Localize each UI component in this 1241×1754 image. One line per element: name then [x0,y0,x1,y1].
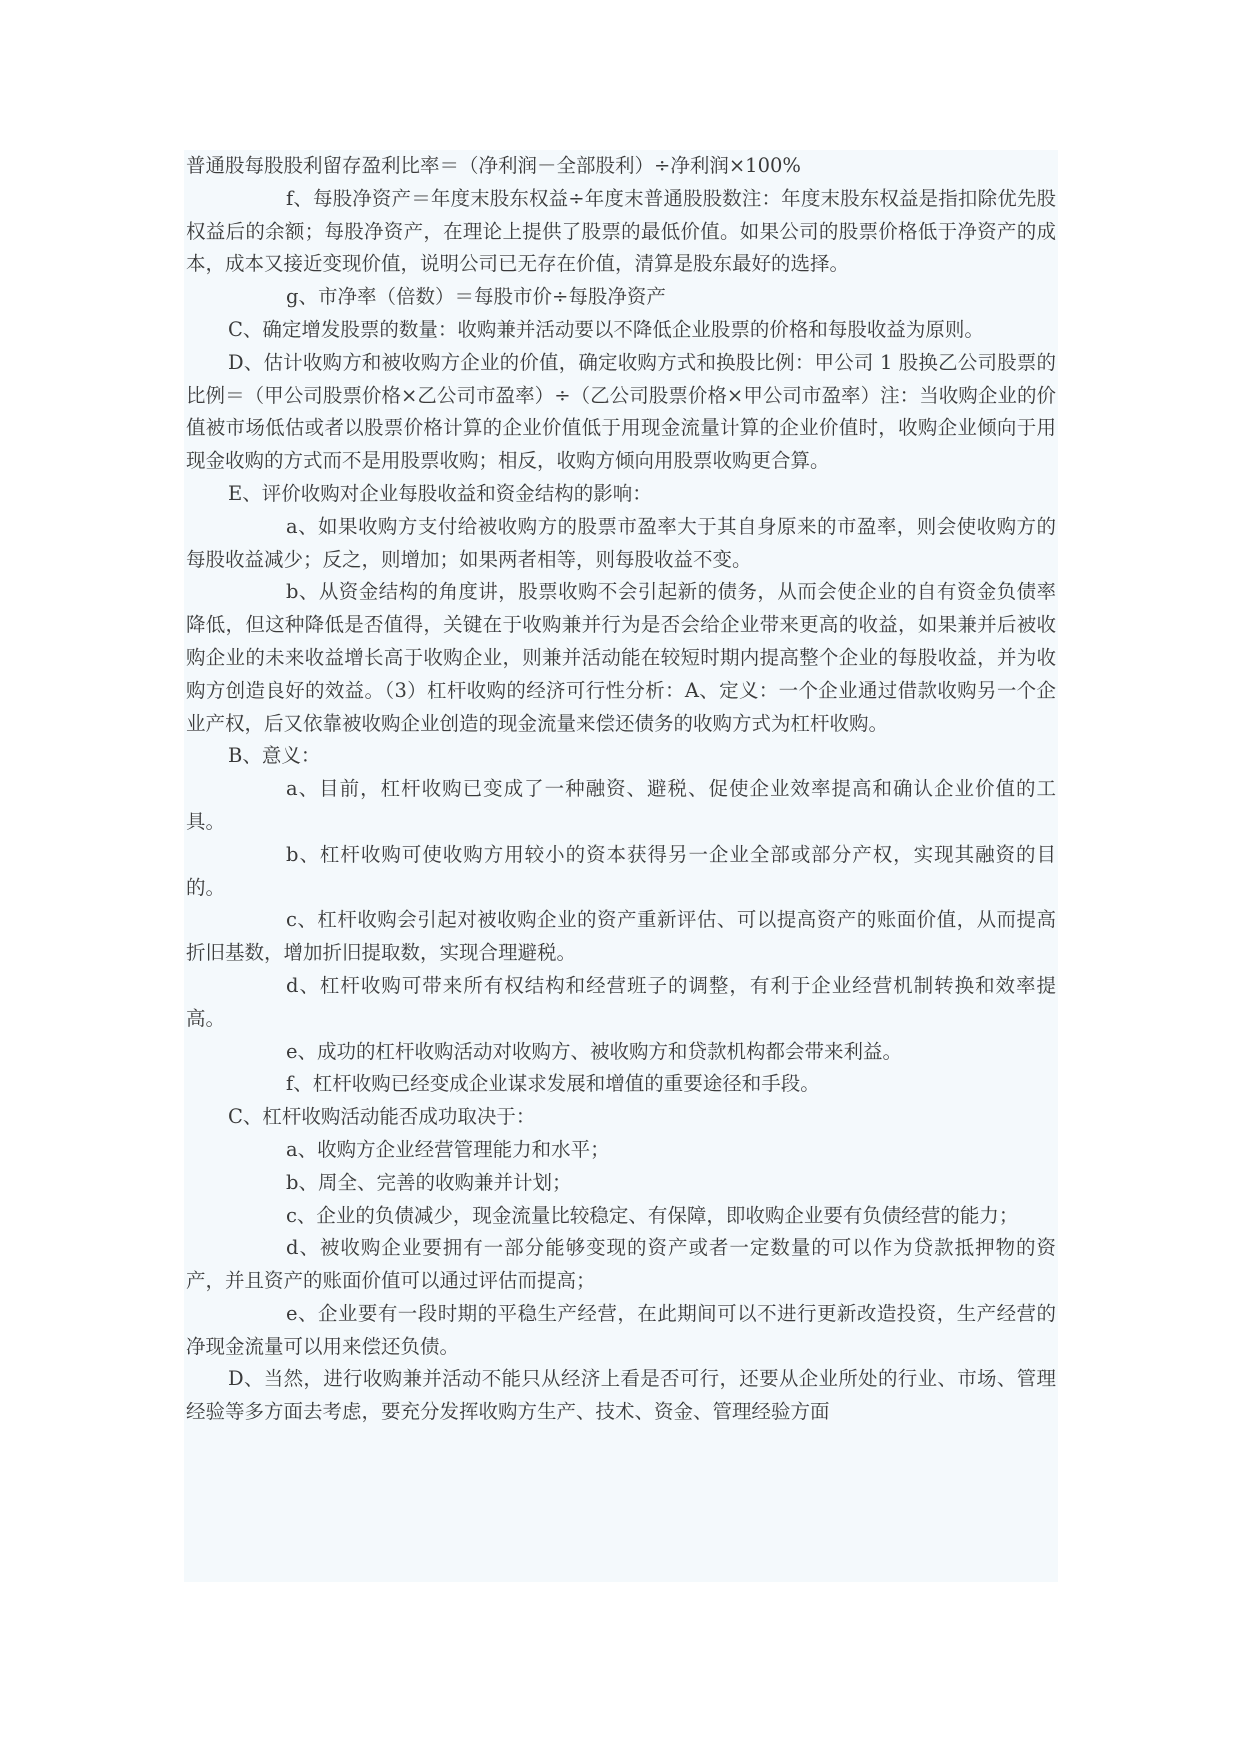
paragraph: 普通股每股股利留存盈利比率＝（净利润－全部股利）÷净利润×100% [186,154,801,177]
paragraph: e、成功的杠杆收购活动对收购方、被收购方和贷款机构都会带来利益。 [286,1039,903,1063]
paragraph: D、估计收购方和被收购方企业的价值，确定收购方式和换股比例：甲公司 1 股换乙公司股票的比例＝（甲公司股票价格×乙公司市盈率）÷（乙公司股票价格×甲公司市盈率）注：当收购企业的价值被市场低估或者以股票价格计算的企业价值低于用现金流量计算的企业价值时，收购企业倾向于用现金收购的方式而不是用股票收购；相反，收购方倾向用股票收购更合算。 [186,350,1056,473]
paragraph: C、确定增发股票的数量：收购兼并活动要以不降低企业股票的价格和每股收益为原则。 [228,317,984,341]
paragraph: f、杠杆收购已经变成企业谋求发展和增值的重要途径和手段。 [286,1072,820,1096]
paragraph: c、杠杆收购会引起对被收购企业的资产重新评估、可以提高资产的账面价值，从而提高折旧基数，增加折旧提取数，实现合理避税。 [186,908,1056,965]
paragraph: D、当然，进行收购兼并活动不能只从经济上看是否可行，还要从企业所处的行业、市场、管理经验等多方面去考虑，要充分发挥收购方生产、技术、资金、管理经验方面 [186,1367,1056,1424]
paragraph: d、杠杆收购可带来所有权结构和经营班子的调整，有利于企业经营机制转换和效率提高。 [186,973,1056,1030]
paragraph: g、市净率（倍数）＝每股市价÷每股净资产 [286,285,666,309]
paragraph: e、企业要有一段时期的平稳生产经营，在此期间可以不进行更新改造投资，生产经营的净现金流量可以用来偿还负债。 [186,1301,1056,1358]
paragraph: d、被收购企业要拥有一部分能够变现的资产或者一定数量的可以作为贷款抵押物的资产，并且资产的账面价值可以通过评估而提高； [186,1236,1056,1293]
document-page [184,150,1058,1582]
paragraph: b、周全、完善的收购兼并计划； [286,1170,572,1194]
paragraph: E、评价收购对企业每股收益和资金结构的影响： [228,481,652,505]
paragraph: f、每股净资产＝年度末股东权益÷年度末普通股股数注：年度末股东权益是指扣除优先股权益后的余额；每股净资产，在理论上提供了股票的最低价值。如果公司的股票价格低于净资产的成本，成本又接近变现价值，说明公司已无存在价值，清算是股东最好的选择。 [186,186,1056,276]
paragraph: B、意义： [228,744,321,768]
paragraph: a、目前，杠杆收购已变成了一种融资、避税、促使企业效率提高和确认企业价值的工具。 [186,777,1056,833]
paragraph: c、企业的负债减少，现金流量比较稳定、有保障，即收购企业要有负债经营的能力； [286,1203,1019,1227]
paragraph: b、杠杆收购可使收购方用较小的资本获得另一企业全部或部分产权，实现其融资的目的。 [186,842,1056,899]
paragraph: a、收购方企业经营管理能力和水平； [286,1137,610,1161]
paragraph: b、从资金结构的角度讲，股票收购不会引起新的债务，从而会使企业的自有资金负债率降低，但这种降低是否值得，关键在于收购兼并行为是否会给企业带来更高的收益，如果兼并后被收购企业的未来收益增长高于收购企业，则兼并活动能在较短时期内提高整个企业的每股收益，并为收购方创造良好的效益。（3）杠杆收购的经济可行性分析：A、定义：一个企业通过借款收购另一个企业产权，后又依靠被收购企业创造的现金流量来偿还债务的收购方式为杠杆收购。 [186,580,1056,735]
paragraph: a、如果收购方支付给被收购方的股票市盈率大于其自身原来的市盈率，则会使收购方的每股收益减少；反之，则增加；如果两者相等，则每股收益不变。 [186,514,1056,571]
paragraph: C、杠杆收购活动能否成功取决于： [228,1105,536,1129]
